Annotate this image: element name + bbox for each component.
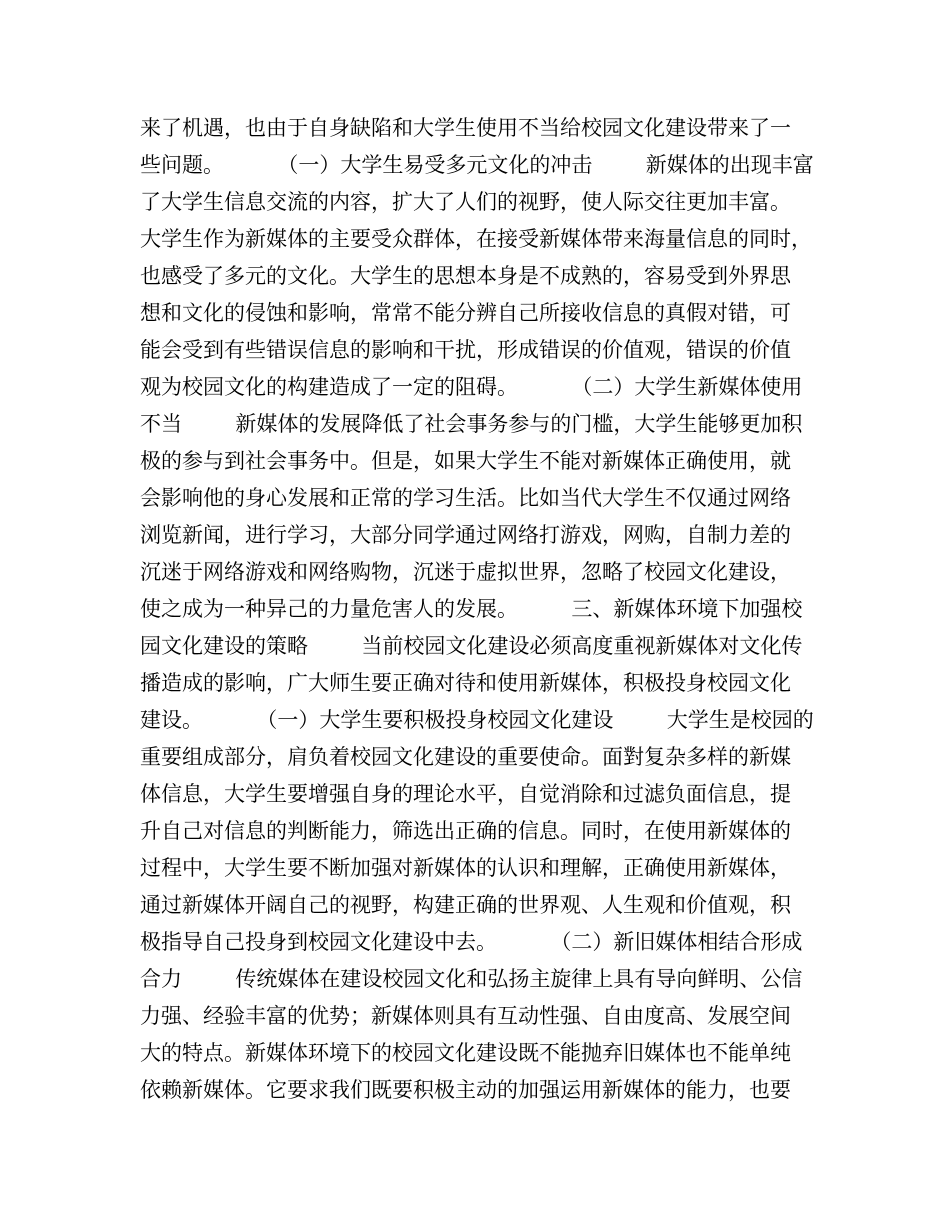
text-line: 了大学生信息交流的内容，扩大了人们的视野，使人际交往更加丰富。 [140,190,791,214]
text-line: 也感受了多元的文化。大学生的思想本身是不成熟的，容易受到外界思 [140,264,791,288]
text-line: 极的参与到社会事务中。但是，如果大学生不能对新媒体正确使用，就 [140,449,791,473]
text-line: 使之成为一种异己的力量危害人的发展。 三、新媒体环境下加强校 [140,597,803,621]
text-line: 极指导自己投身到校园文化建设中去。 （二）新旧媒体相结合形成 [140,930,803,954]
text-line: 沉迷于网络游戏和网络购物，沉迷于虚拟世界，忽略了校园文化建设， [140,560,791,584]
document-body [140,110,820,1109]
text-line: 通过新媒体开阔自己的视野，构建正确的世界观、人生观和价值观，积 [140,893,791,917]
text-line: 能会受到有些错误信息的影响和干扰，形成错误的价值观，错误的价值 [140,338,791,362]
text-line: 建设。 （一）大学生要积极投身校园文化建设 大学生是校园的 [140,708,814,732]
text-line: 园文化建设的策略 当前校园文化建设必须高度重视新媒体对文化传 [140,634,803,658]
text-line: 大学生作为新媒体的主要受众群体，在接受新媒体带来海量信息的同时， [140,227,812,251]
text-line: 大的特点。新媒体环境下的校园文化建设既不能抛弃旧媒体也不能单纯 [140,1041,791,1065]
text-line: 会影响他的身心发展和正常的学习生活。比如当代大学生不仅通过网络 [140,486,791,510]
text-line: 重要组成部分，肩负着校园文化建设的重要使命。面對复杂多样的新媒 [140,745,791,769]
text-line: 体信息，大学生要增强自身的理论水平，自觉消除和过滤负面信息，提 [140,782,791,806]
text-line: 观为校园文化的构建造成了一定的阻碍。 （二）大学生新媒体使用 [140,375,803,399]
text-line: 些问题。 （一）大学生易受多元文化的冲击 新媒体的出现丰富 [140,153,814,177]
text-line: 合力 传统媒体在建设校园文化和弘扬主旋律上具有导向鲜明、公信 [140,967,803,991]
text-line: 想和文化的侵蚀和影响，常常不能分辨自己所接收信息的真假对错，可 [140,301,791,325]
text-line: 力强、经验丰富的优势；新媒体则具有互动性强、自由度高、发展空间 [140,1004,791,1028]
text-line: 不当 新媒体的发展降低了社会事务参与的门槛，大学生能够更加积 [140,412,803,436]
text-line: 依赖新媒体。它要求我们既要积极主动的加强运用新媒体的能力，也要 [140,1078,791,1102]
text-line: 浏览新闻，进行学习，大部分同学通过网络打游戏，网购，自制力差的 [140,523,791,547]
text-line: 升自己对信息的判断能力，筛选出正确的信息。同时，在使用新媒体的 [140,819,791,843]
text-line: 过程中，大学生要不断加强对新媒体的认识和理解，正确使用新媒体， [140,856,791,880]
text-line: 来了机遇，也由于自身缺陷和大学生使用不当给校园文化建设带来了一 [140,116,791,140]
text-line: 播造成的影响，广大师生要正确对待和使用新媒体，积极投身校园文化 [140,671,791,695]
